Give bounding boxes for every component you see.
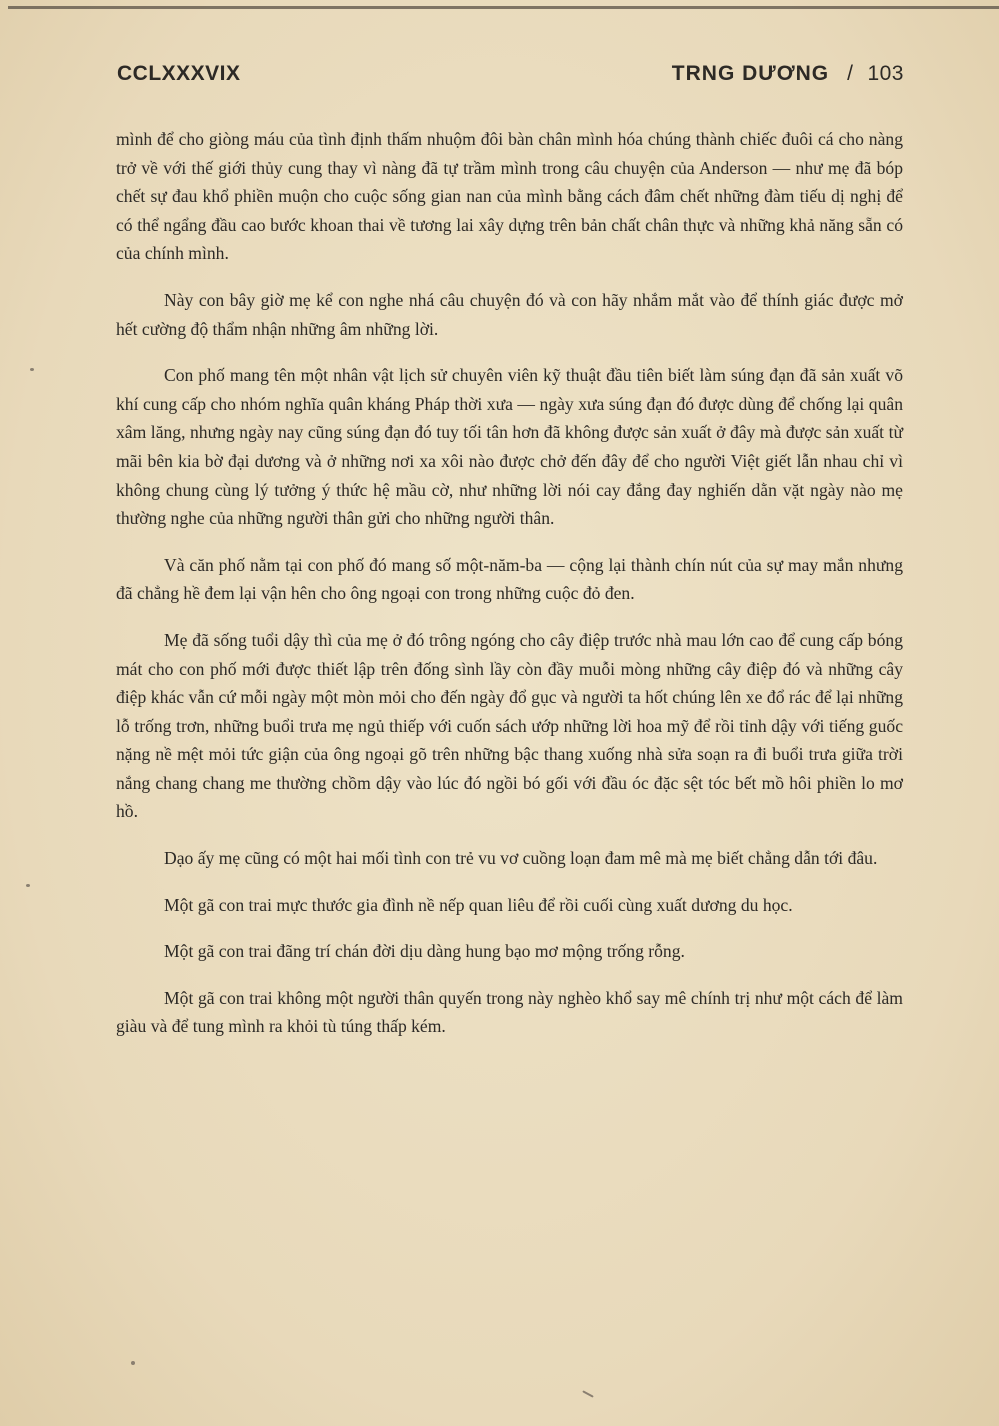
page-number: 103 — [867, 62, 904, 85]
chapter-numeral: CCLXXXVIX — [117, 62, 241, 85]
body-text — [116, 125, 903, 1059]
paragraph: mình để cho giòng máu của tình định thấm nhuộm đôi bàn chân mình hóa chúng thành chiếc đuôi cá cho nàng trở về với thế giới thủy cung thay vì nàng đã tự trầm mình trong câu chuyện của Anderson — như mẹ đã bóp chết sự đau khổ phiền muộn cho cuộc sống gian nan của mình bằng cách đâm chết những đàm tiếu dị nghị để có thể ngẩng đầu cao bước khoan thai về tương lai xây dựng trên bản chất chân thực và những khả năng sẵn có của chính mình. — [116, 129, 903, 264]
paragraph: Một gã con trai mực thước gia đình nề nếp quan liêu để rồi cuối cùng xuất dương du học. — [164, 894, 793, 915]
paper-speck — [582, 1390, 594, 1397]
paper-speck — [30, 368, 34, 371]
top-edge-line — [8, 6, 999, 9]
paper-speck — [131, 1361, 135, 1365]
paragraph: Một gã con trai đãng trí chán đời dịu dàng hung bạo mơ mộng trống rỗng. — [164, 941, 685, 962]
author-name: TRNG DƯƠNG — [671, 62, 830, 85]
paragraph: Một gã con trai không một người thân quyến trong này nghèo khổ say mê chính trị như một cách để làm giàu và để tung mình ra khỏi tù túng thấp kém. — [116, 987, 903, 1037]
paragraph: Và căn phố nằm tại con phố đó mang số một-năm-ba — cộng lại thành chín nút của sự may mắn nhưng đã chẳng hề đem lại vận hên cho ông ngoại con trong những cuộc đỏ đen. — [116, 554, 903, 604]
paragraph: Con phố mang tên một nhân vật lịch sử chuyên viên kỹ thuật đầu tiên biết làm súng đạn đã sản xuất võ khí cung cấp cho nhóm nghĩa quân kháng Pháp thời xưa — ngày xưa súng đạn đó được dùng để chống lại quân xâm lăng, nhưng ngày nay cũng súng đạn đó tuy tối tân hơn đã không được sản xuất ở đây mà được sản xuất từ mãi bên kia bờ đại dương và ở những nơi xa xôi nào được chở đến đây để cho người Việt giết lẫn nhau chỉ vì không chung cùng lý tưởng ý thức hệ mầu cờ, như những lời nói cay đắng đay nghiến dằn vặt ngày nào mẹ thường nghe của những người thân gửi cho những người thân. — [116, 365, 903, 529]
header-separator: / — [847, 62, 854, 85]
paragraph: Mẹ đã sống tuổi dậy thì của mẹ ở đó trông ngóng cho cây điệp trước nhà mau lớn cao để cung cấp bóng mát cho con phố mới được thiết lập trên đống sình lầy còn đầy muỗi mòng những cây điệp đó và những cây điệp khác vẫn cứ mỗi ngày một mòn mỏi cho đến ngày đổ gục và người ta hốt chúng lên xe đổ rác để lại những lỗ trống trơn, những buổi trưa mẹ ngủ thiếp với cuốn sách ướp những lời hoa mỹ để rồi tỉnh dậy với tiếng guốc nặng nề mệt mỏi tức giận của ông ngoại gõ trên những bậc thang xuống nhà sửa soạn ra đi buổi trưa giữa trời nắng chang chang me thường chồm dậy vào lúc đó ngồi bó gối với đầu óc đặc sệt tóc bết mồ hôi phiền lo mơ hồ. — [116, 629, 903, 822]
running-header — [117, 58, 904, 92]
header-right — [672, 62, 904, 86]
paragraph: Này con bây giờ mẹ kể con nghe nhá câu chuyện đó và con hãy nhắm mắt vào để thính giác được mở hết cường độ thẩm nhận những âm những lời. — [116, 289, 903, 339]
paragraph: Dạo ấy mẹ cũng có một hai mối tình con trẻ vu vơ cuồng loạn đam mê mà mẹ biết chẳng dẫn tới đâu. — [164, 848, 878, 869]
paper-speck — [26, 884, 30, 887]
